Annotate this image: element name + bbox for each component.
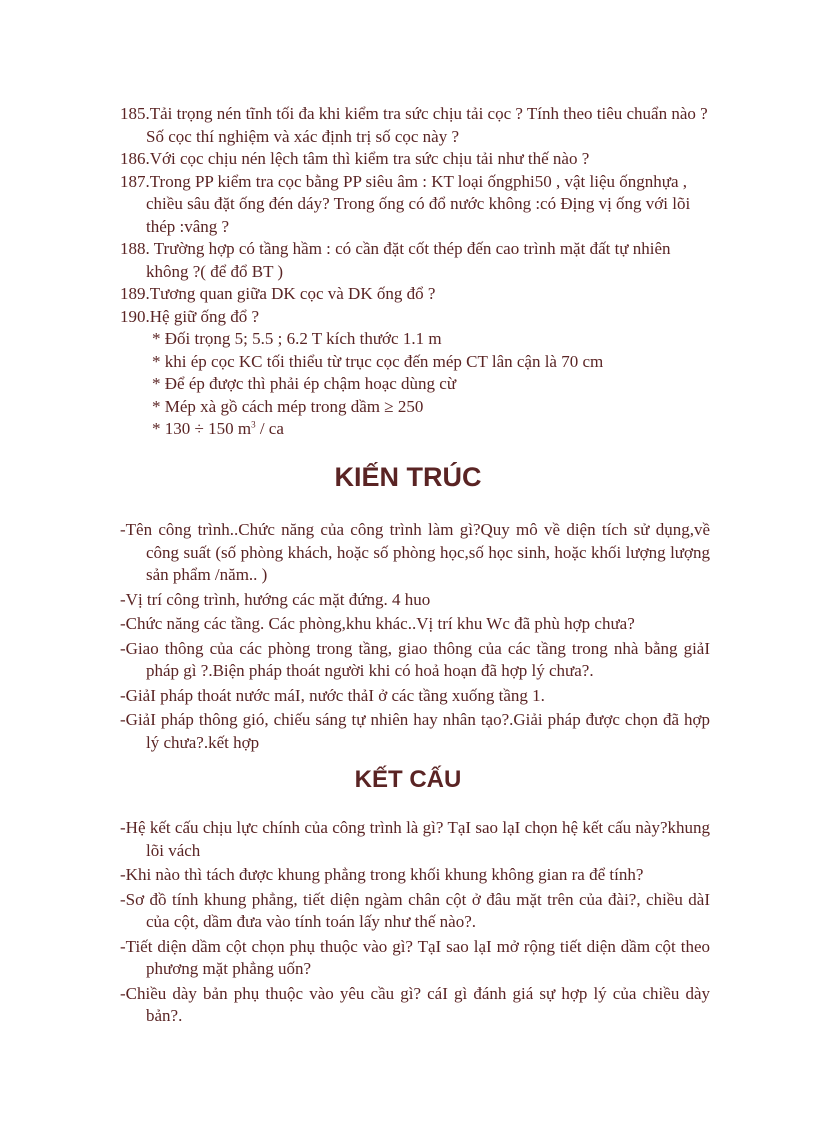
kien-truc-item: -GiảI pháp thông gió, chiếu sáng tự nhiên hay nhân tạo?.Giải pháp được chọn đã hợp lý chưa?.kết hợp [120, 710, 710, 752]
question-185: 185.Tải trọng nén tĩnh tối đa khi kiểm tra sức chịu tải cọc ? Tính theo tiêu chuẩn nào ? Số cọc thí nghiệm và xác định trị số cọc này ? [120, 104, 708, 146]
sub-item: * Mép xà gồ cách mép trong dầm ≥ 250 [152, 396, 424, 416]
kien-truc-item: -Chức năng các tầng. Các phòng,khu khác..Vị trí khu Wc đã phù hợp chưa? [120, 614, 635, 633]
sub-item: * Đối trọng 5; 5.5 ; 6.2 T kích thước 1.1 m [152, 329, 442, 348]
section-title-kien-truc: KIẾN TRÚC [334, 462, 482, 492]
ket-cau-item: -Khi nào thì tách được khung phẳng trong khối khung không gian ra để tính? [120, 865, 644, 884]
capacity-superscript: 3 [251, 419, 256, 430]
question-189: 189.Tương quan giữa DK cọc và DK ống đổ ? [120, 284, 436, 303]
capacity-prefix: * 130 ÷ 150 m [152, 419, 252, 438]
question-187: 187.Trong PP kiểm tra cọc bằng PP siêu âm : KT loại ốngphi50 , vật liệu ốngnhựa , chiều sâu đặt ống đén dáy? Trong ống có đổ nước không :có Địng vị ống với lõi thép :vâng ? [120, 171, 691, 236]
kien-truc-item: -Giao thông của các phòng trong tầng, giao thông của các tầng trong nhà bằng giảI pháp gì ?.Biện pháp thoát người khi có hoả hoạn đã hợp lý chưa?. [120, 638, 710, 680]
ket-cau-list [120, 817, 710, 1030]
capacity-suffix: / ca [255, 419, 284, 438]
ket-cau-item: -Tiết diện dầm cột chọn phụ thuộc vào gì? TạI sao lạI mở rộng tiết diện dầm cột theo phương mặt phẳng uốn? [120, 936, 710, 978]
section-title-ket-cau: KẾT CẤU [354, 766, 462, 793]
sub-item: * khi ép cọc KC tối thiểu từ trục cọc đến mép CT lân cận là 70 cm [152, 351, 604, 371]
sub-item: * Để ép được thì phải ép chậm hoạc dùng cừ [152, 374, 457, 393]
question-190: 190.Hệ giữ ống đổ ? [120, 306, 260, 326]
kien-truc-item: -Tên công trình..Chức năng của công trình làm gì?Quy mô về diện tích sử dụng,về công suất (số phòng khách, hoặc số phòng học,số học sinh, hoặc khối lượng lượng sản phẩm /năm.. ) [120, 520, 710, 584]
kien-truc-item: -GiảI pháp thoát nước máI, nước thảI ở các tầng xuống tầng 1. [120, 685, 545, 705]
question-186: 186.Với cọc chịu nén lệch tâm thì kiểm tra sức chịu tải như thế nào ? [120, 149, 590, 168]
kien-truc-list [120, 519, 710, 756]
question-list [120, 103, 710, 441]
ket-cau-item: -Chiều dày bản phụ thuộc vào yêu cầu gì? cáI gì đánh giá sự hợp lý của chiều dày bản?. [120, 983, 710, 1025]
question-188: 188. Trường hợp có tầng hầm : có cần đặt cốt thép đến cao trình mặt đất tự nhiên không ?( để đổ BT ) [120, 239, 671, 281]
ket-cau-item: -Hệ kết cấu chịu lực chính của công trình là gì? TạI sao lạI chọn hệ kết cấu này?khung lõi vách [120, 818, 710, 860]
kien-truc-item: -Vị trí công trình, hướng các mặt đứng. 4 huo [120, 589, 431, 609]
ket-cau-item: -Sơ đồ tính khung phẳng, tiết diện ngàm chân cột ở đâu mặt trên của đài?, chiều dàI của cột, dầm đưa vào tính toán lấy như thế nào?. [120, 889, 710, 931]
sub-item-capacity [120, 418, 710, 441]
